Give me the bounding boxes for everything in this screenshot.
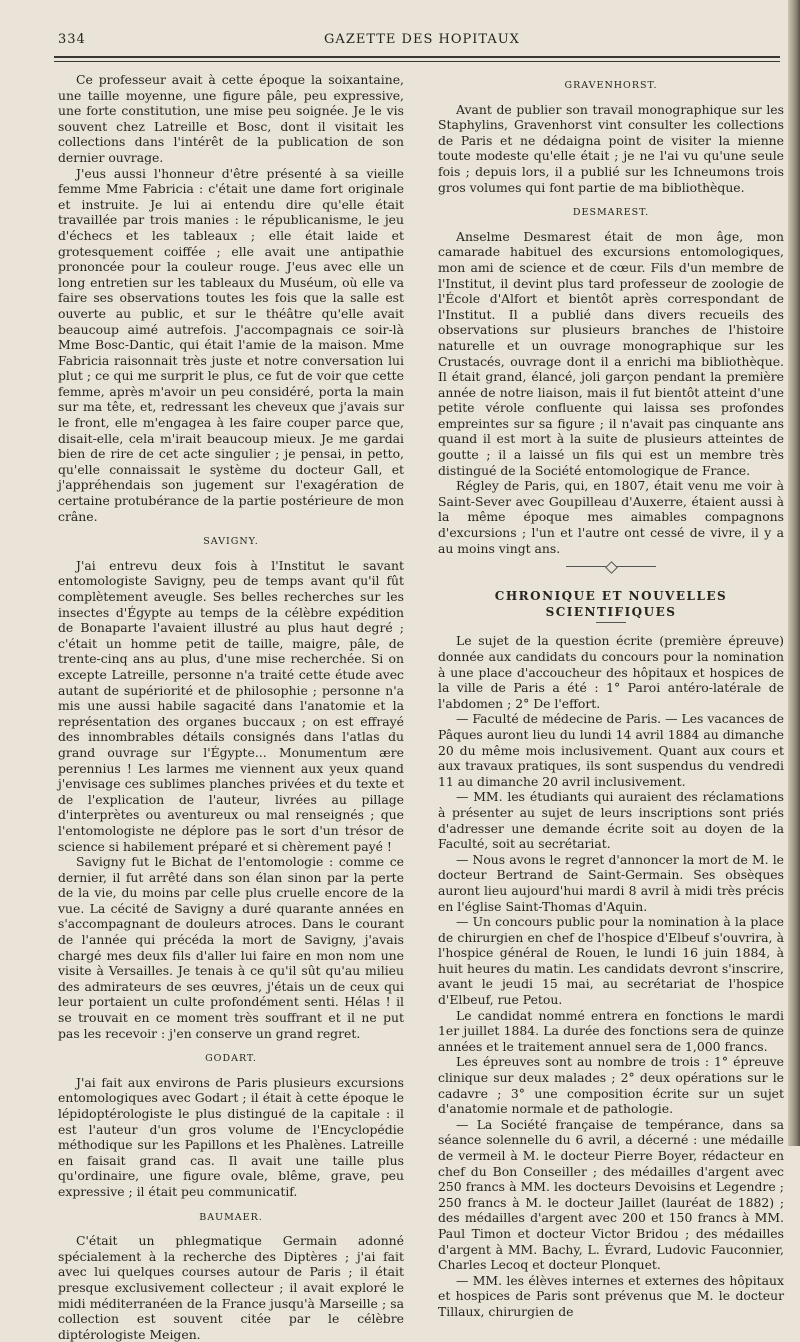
section-heading-baumaer: BAUMAER. xyxy=(199,1211,263,1223)
page-binding-edge xyxy=(788,0,800,1146)
page-header xyxy=(54,30,790,54)
left-column xyxy=(58,72,404,1342)
section-separator xyxy=(566,566,656,571)
paragraph: Avant de publier son travail monographique sur les Staphylins, Gravenhorst vint consulter les collections de Paris et ne dédaigna point de visiter la mienne toute modeste qu'elle était ; je ne l'ai vu qu'une seule fois ; depuis lors, il a publié sur les Ichneumons trois gros volumes qui font partie de ma bibliothèque. xyxy=(438,101,784,195)
paragraph: J'eus aussi l'honneur d'être présenté à sa vieille femme Mme Fabricia : c'était une dame fort originale et instruite. Je lui ai entendu dire qu'elle était travaillée par trois manies : le républicanisme, le jeu d'échecs et les tableaux ; elle était laide et grotesquement coiffée ; elle avait une antipathie prononcée pour la couleur rouge. J'eus avec elle un long entretien sur les tableaux du Muséum, où elle va faire ses observations toutes les fois que la salle est ouverte au public, et sur le théâtre qu'elle avait beaucoup aimé autrefois. J'accompagnais ce soir-là Mme Bosc-Dantic, qui était l'amie de la maison. Mme Fabricia raisonnait très juste et notre conversation lui plut ; ce qui me surprit le plus, ce fut de voir que cette femme, après m'avoir un peu considéré, porta la main sur ma tête, et, redressant les cheveux que j'avais sur le front, elle m'engagea à les faire couper parce que, disait-elle, cela m'irait beaucoup mieux. Je me gardai bien de rire de cet acte singulier ; je pensai, in petto, qu'elle connaissait le système du docteur Gall, et j'appréhendais son jugement sur l'exagération de certaine protubérance de la partie postérieure de mon crâne. xyxy=(58,165,404,524)
paragraph: Savigny fut le Bichat de l'entomologie : comme ce dernier, il fut arrêté dans son élan sinon par la perte de la vie, du moins par celle plus cruelle encore de la vue. La cécité de Savigny a duré quarante années en s'accompagnant de douleurs atroces. Dans le courant de l'année qui précéda la mort de Savigny, j'avais chargé mes deux fils d'aller lui faire en mon nom une visite à Versailles. Je tenais à ce qu'il sût qu'au milieu des admirateurs de ses œuvres, j'étais un de ceux qui leur portaient un culte profondément senti. Hélas ! il se trouvait en ce moment très souffrant et il ne put pas les recevoir : j'en conserve un grand regret. xyxy=(58,854,404,1041)
paragraph: Ce professeur avait à cette époque la soixantaine, une taille moyenne, une figure pâle, peu expressive, une forte constitution, une mise peu soignée. Je le vis souvent chez Latreille et Bosc, dont il visitait les collections dans l'intérêt de la publication de son dernier ouvrage. xyxy=(58,72,404,165)
paragraph: Le sujet de la question écrite (première épreuve) donnée aux candidats du concours pour la nomination à une place d'accoucheur des hôpitaux et hospices de la ville de Paris a été : 1° Paroi antéro-latérale de l'abdomen ; 2° De l'effort. xyxy=(438,633,784,711)
paragraph: Les épreuves sont au nombre de trois : 1° épreuve clinique sur deux malades ; 2° deux opérations sur le cadavre ; 3° une composition écrite sur un sujet d'anatomie normale et de pathologie. xyxy=(438,1054,784,1117)
section-heading-savigny: SAVIGNY. xyxy=(203,536,259,548)
paragraph: J'ai entrevu deux fois à l'Institut le savant entomologiste Savigny, peu de temps avant qu'il fût complètement aveugle. Ses belles recherches sur les insectes d'Égypte au temps de la célèbre expédition de Bonaparte l'avaient illustré au plus haut degré ; c'était un homme petit de taille, maigre, pâle, de trente-cinq ans au plus, d'une mise recherchée. Si on excepte Latreille, personne n'a traité cette étude avec autant de supériorité et de philosophie ; personne n'a mis une aussi habile sagacité dans l'anatomie et la représentation des organes buccaux ; on est effrayé des innombrables détails consignés dans l'atlas du grand ouvrage sur l'Égypte... Monumentum ære perennius ! Les larmes me viennent aux yeux quand j'envisage ces sublimes planches privées et du texte et de l'explication de l'auteur, livrées au pillage d'interprètes ou aventureux ou mal renseignés ; que l'entomologiste ne déplore pas le sort d'un trésor de science si habilement préparé et si chèrement payé ! xyxy=(58,557,404,854)
paragraph: C'était un phlegmatique Germain adonné spécialement à la recherche des Diptères ; j'ai fait avec lui quelques courses autour de Paris ; il était presque exclusivement collecteur ; il avait exploré le midi méditerranéen de la France jusqu'à Marseille ; sa collection est souvent citée par le célèbre diptérologiste Meigen. xyxy=(58,1233,404,1342)
journal-title: GAZETTE DES HOPITAUX xyxy=(324,32,520,47)
paragraph: — Faculté de médecine de Paris. — Les vacances de Pâques auront lieu du lundi 14 avril 1884 au dimanche 20 du même mois inclusivement. Quant aux cours et aux travaux pratiques, ils sont suspendus du vendredi 11 au dimanche 20 avril inclusivement. xyxy=(438,711,784,789)
paragraph: J'ai fait aux environs de Paris plusieurs excursions entomologiques avec Godart ; il était à cette époque le lépidoptérologiste le plus distingué de la capitale : il est l'auteur d'un gros volume de l'Encyclopédie méthodique sur les Papillons et les Phalènes. Latreille en faisait grand cas. Il avait une taille plus qu'ordinaire, une figure ovale, blême, grave, peu expressive ; il était peu communicatif. xyxy=(58,1074,404,1199)
paragraph: — MM. les élèves internes et externes des hôpitaux et hospices de Paris sont prévenus que M. le docteur Tillaux, chirurgien de xyxy=(438,1272,784,1319)
paragraph: Anselme Desmarest était de mon âge, mon camarade habituel des excursions entomologiques, mon ami de science et de cœur. Fils d'un membre de l'Institut, il devint plus tard professeur de zoologie de l'École d'Alfort et bientôt après correspondant de l'Institut. Il a publié dans divers recueils des observations sur plusieurs branches de l'histoire naturelle et un ouvrage monographique sur les Crustacés, ouvrage dont il a enrichi ma bibliothèque. Il était grand, élancé, joli garçon pendant la première année de notre liaison, mais il fut bientôt atteint d'une petite vérole confluente qui laissa ses profondes empreintes sur sa figure ; il n'avait pas cinquante ans quand il est mort à la suite de plusieurs atteintes de goutte ; il a laissé un fils qui est un membre très distingué de la Société entomologique de France. xyxy=(438,228,784,478)
header-rule-thick xyxy=(54,56,780,58)
section-heading-desmarest: DESMAREST. xyxy=(572,207,650,219)
page-number: 334 xyxy=(58,32,86,47)
paragraph: — MM. les étudiants qui auraient des réclamations à présenter au sujet de leurs inscriptions sont priés d'adresser une demande écrite soit au doyen de la Faculté, soit au secrétariat. xyxy=(438,789,784,852)
paragraph: Régley de Paris, qui, en 1807, était venu me voir à Saint-Sever avec Goupilleau d'Auxerre, étaient aussi à la même époque mes aimables compagnons d'excursions ; l'un et l'autre ont cessé de vivre, il y a au moins vingt ans. xyxy=(438,478,784,556)
section-heading-godart: GODART. xyxy=(205,1053,257,1065)
chronique-title: CHRONIQUE ET NOUVELLES SCIENTIFIQUES xyxy=(494,589,728,619)
paragraph: — Nous avons le regret d'annoncer la mort de M. le docteur Bertrand de Saint-Germain. Ses obsèques auront lieu aujourd'hui mardi 8 avril à midi très précis en l'église Saint-Thomas d'Aquin. xyxy=(438,851,784,914)
paragraph: — Un concours public pour la nomination à la place de chirurgien en chef de l'hospice d'Elbeuf s'ouvrira, à l'hospice général de Rouen, le lundi 16 juin 1884, à huit heures du matin. Les candidats devront s'inscrire, avant le jeudi 15 mai, au secrétariat de l'hospice d'Elbeuf, rue Petou. xyxy=(438,914,784,1008)
section-heading-gravenhorst: GRAVENHORST. xyxy=(564,80,658,91)
paragraph: — La Société française de tempérance, dans sa séance solennelle du 6 avril, a décerné : une médaille de vermeil à M. le docteur Pierre Boyer, rédacteur en chef du Bon Conseiller ; des médailles d'argent avec 250 francs à MM. les docteurs Devoisins et Legendre ; 250 francs à M. le docteur Jaillet (lauréat de 1882) ; des médailles d'argent avec 200 et 150 francs à MM. Paul Timon et docteur Victor Bridou ; des médailles d'argent à MM. Bachy, L. Évrard, Ludovic Fauconnier, Charles Lecoq et docteur Plonquet. xyxy=(438,1116,784,1273)
title-underline xyxy=(596,622,626,623)
right-column xyxy=(438,72,784,1320)
header-rule-thin xyxy=(54,61,780,62)
paragraph: Le candidat nommé entrera en fonctions le mardi 1er juillet 1884. La durée des fonctions sera de quinze années et le traitement annuel sera de 1,000 francs. xyxy=(438,1007,784,1054)
